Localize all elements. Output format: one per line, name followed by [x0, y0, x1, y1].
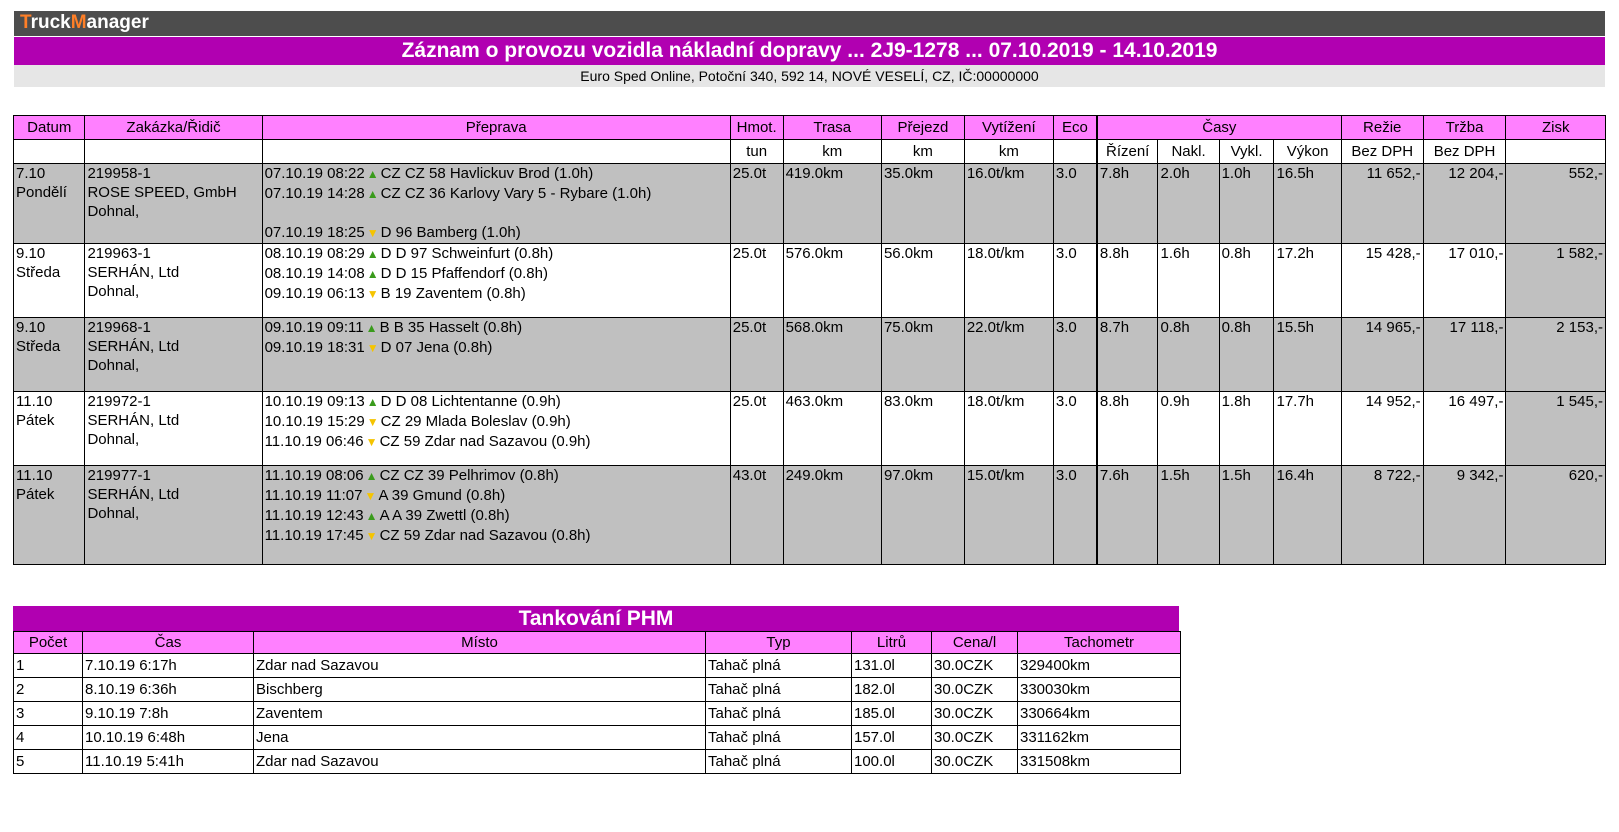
route-km-cell: 463.0km — [783, 392, 881, 466]
load-ratio-cell: 22.0t/km — [964, 318, 1053, 392]
row-date: 11.10 — [16, 467, 53, 484]
empty-run-cell: 75.0km — [881, 318, 964, 392]
fuel-odometer-cell: 329400km — [1018, 654, 1181, 678]
sub-trasa: km — [783, 140, 881, 164]
stop-line — [265, 412, 728, 432]
stop-line — [265, 164, 728, 184]
sub-hmot: tun — [730, 140, 783, 164]
stop-place: D D 15 Pfaffendorf (0.8h) — [380, 265, 548, 282]
transport-cell — [262, 466, 730, 565]
work-time-cell: 15.5h — [1274, 318, 1341, 392]
revenue-cell: 12 204,- — [1423, 164, 1506, 244]
driving-time-cell: 7.6h — [1097, 466, 1158, 565]
stop-time: 09.10.19 09:11 — [264, 319, 364, 336]
row-day: Pondělí — [16, 184, 67, 201]
date-cell — [14, 244, 85, 318]
stop-place: A A 39 Zwettl (0.8h) — [379, 507, 510, 524]
report-title-bar — [14, 37, 1605, 65]
loading-time-cell: 1.5h — [1158, 466, 1219, 565]
fuel-price-cell: 30.0CZK — [932, 702, 1018, 726]
loading-arrow-icon: ▲ — [366, 187, 379, 201]
stop-line — [265, 392, 728, 412]
loading-arrow-icon: ▲ — [365, 509, 378, 523]
stop-place: CZ CZ 36 Karlovy Vary 5 - Rybare (1.0h) — [380, 185, 652, 202]
empty-run-cell: 35.0km — [881, 164, 964, 244]
row-date: 9.10 — [16, 319, 46, 336]
row-client: SERHÁN, Ltd — [87, 264, 180, 281]
unloading-arrow-icon: ▼ — [364, 489, 377, 503]
row-driver: Dohnal, — [87, 431, 140, 448]
loading-arrow-icon: ▲ — [365, 321, 378, 335]
sub-rizeni: Řízení — [1097, 140, 1158, 164]
work-time-cell: 16.5h — [1274, 164, 1341, 244]
driving-time-cell: 8.7h — [1097, 318, 1158, 392]
profit-cell: 620,- — [1506, 466, 1606, 565]
work-time-cell: 16.4h — [1274, 466, 1341, 565]
table-row — [14, 466, 1606, 565]
row-order: 219972-1 — [87, 393, 151, 410]
sub-nakl: Nakl. — [1158, 140, 1219, 164]
stop-time: 11.10.19 08:06 — [264, 467, 364, 484]
stop-place: CZ CZ 58 Havlickuv Brod (1.0h) — [380, 165, 594, 182]
stop-line — [265, 204, 728, 223]
row-day: Středa — [16, 338, 61, 355]
load-ratio-cell: 16.0t/km — [964, 164, 1053, 244]
revenue-cell: 17 010,- — [1423, 244, 1506, 318]
stop-place: B B 35 Hasselt (0.8h) — [379, 319, 523, 336]
loading-time-cell: 1.6h — [1158, 244, 1219, 318]
fuel-count-cell: 3 — [14, 702, 83, 726]
fuel-col-header: Cena/l — [932, 632, 1018, 654]
stop-line — [265, 526, 728, 546]
fuel-time-cell: 8.10.19 6:36h — [83, 678, 254, 702]
unloading-arrow-icon: ▼ — [366, 341, 379, 355]
stop-place: CZ 29 Mlada Boleslav (0.9h) — [380, 413, 571, 430]
profit-cell: 2 153,- — [1506, 318, 1606, 392]
revenue-cell: 9 342,- — [1423, 466, 1506, 565]
stop-place: D D 08 Lichtentanne (0.9h) — [380, 393, 561, 410]
row-order: 219958-1 — [87, 165, 151, 182]
fuel-col-header: Tachometr — [1018, 632, 1181, 654]
fuel-title: Tankování PHM — [518, 607, 674, 630]
stop-place: D D 97 Schweinfurt (0.8h) — [380, 245, 554, 262]
col-trasa: Trasa — [783, 116, 881, 140]
order-cell — [85, 318, 262, 392]
profit-cell: 1 545,- — [1506, 392, 1606, 466]
fuel-liters-cell: 157.0l — [852, 726, 932, 750]
overhead-cell: 11 652,- — [1341, 164, 1423, 244]
stop-time: 11.10.19 06:46 — [264, 433, 364, 450]
fuel-liters-cell: 182.0l — [852, 678, 932, 702]
col-datum: Datum — [14, 116, 85, 140]
unloading-time-cell: 1.0h — [1219, 164, 1274, 244]
col-prejezd: Přejezd — [881, 116, 964, 140]
row-client: SERHÁN, Ltd — [87, 338, 180, 355]
unloading-time-cell: 0.8h — [1219, 318, 1274, 392]
fuel-liters-cell: 100.0l — [852, 750, 932, 774]
fuel-type-cell: Tahač plná — [706, 750, 852, 774]
fuel-place-cell: Zaventem — [254, 702, 706, 726]
row-day: Středa — [16, 264, 61, 281]
driving-time-cell: 8.8h — [1097, 392, 1158, 466]
fuel-price-cell: 30.0CZK — [932, 678, 1018, 702]
stop-place: CZ CZ 39 Pelhrimov (0.8h) — [379, 467, 559, 484]
weight-cell: 43.0t — [730, 466, 783, 565]
row-client: SERHÁN, Ltd — [87, 412, 180, 429]
load-ratio-cell: 18.0t/km — [964, 392, 1053, 466]
stop-line — [265, 466, 728, 486]
fuel-place-cell: Bischberg — [254, 678, 706, 702]
stop-time: 08.10.19 14:08 — [264, 265, 365, 282]
loading-arrow-icon: ▲ — [366, 167, 379, 181]
stop-time: 08.10.19 08:29 — [264, 245, 365, 262]
col-eco: Eco — [1053, 116, 1097, 140]
unloading-arrow-icon: ▼ — [366, 287, 379, 301]
row-order: 219977-1 — [87, 467, 151, 484]
weight-cell: 25.0t — [730, 392, 783, 466]
load-ratio-cell: 18.0t/km — [964, 244, 1053, 318]
fuel-count-cell: 4 — [14, 726, 83, 750]
company-info: Euro Sped Online, Potoční 340, 592 14, NOVÉ VESELÍ, CZ, IČ:00000000 — [14, 65, 1605, 87]
col-preprava: Přeprava — [262, 116, 730, 140]
fuel-liters-cell: 131.0l — [852, 654, 932, 678]
stop-time: 11.10.19 12:43 — [264, 507, 364, 524]
fuel-count-cell: 5 — [14, 750, 83, 774]
row-order: 219963-1 — [87, 245, 151, 262]
col-zakazka: Zakázka/Řidič — [85, 116, 262, 140]
loading-arrow-icon: ▲ — [366, 395, 379, 409]
loading-arrow-icon: ▲ — [365, 469, 378, 483]
stop-line — [265, 184, 728, 204]
report-title: Záznam o provozu vozidla nákladní dopravy ... 2J9-1278 ... 07.10.2019 - 14.10.2019 — [401, 39, 1218, 62]
table-row — [14, 392, 1606, 466]
weight-cell: 25.0t — [730, 244, 783, 318]
transport-cell — [262, 318, 730, 392]
brand-bar — [14, 11, 1605, 36]
overhead-cell: 14 952,- — [1341, 392, 1423, 466]
fuel-row — [14, 750, 1181, 774]
unloading-time-cell: 1.5h — [1219, 466, 1274, 565]
fuel-count-cell: 1 — [14, 654, 83, 678]
table-row — [14, 318, 1606, 392]
stop-place: A 39 Gmund (0.8h) — [378, 487, 506, 504]
table-header-row — [14, 116, 1606, 140]
work-time-cell: 17.7h — [1274, 392, 1341, 466]
fuel-col-header: Počet — [14, 632, 83, 654]
fuel-col-header: Litrů — [852, 632, 932, 654]
date-cell — [14, 392, 85, 466]
load-ratio-cell: 15.0t/km — [964, 466, 1053, 565]
stop-line — [265, 338, 728, 358]
fuel-type-cell: Tahač plná — [706, 654, 852, 678]
row-day: Pátek — [16, 486, 55, 503]
loading-arrow-icon: ▲ — [366, 247, 379, 261]
eco-cell: 3.0 — [1053, 392, 1097, 466]
stop-time: 07.10.19 14:28 — [264, 185, 365, 202]
route-km-cell: 249.0km — [783, 466, 881, 565]
fuel-time-cell: 11.10.19 5:41h — [83, 750, 254, 774]
table-subheader-row — [14, 140, 1606, 164]
stop-line — [265, 506, 728, 526]
stop-time: 07.10.19 08:22 — [264, 165, 365, 182]
fuel-count-cell: 2 — [14, 678, 83, 702]
sub-vytizeni: km — [964, 140, 1053, 164]
row-client: SERHÁN, Ltd — [87, 486, 180, 503]
fuel-row — [14, 726, 1181, 750]
transport-cell — [262, 392, 730, 466]
stop-line — [265, 244, 728, 264]
loading-time-cell: 0.9h — [1158, 392, 1219, 466]
row-driver: Dohnal, — [87, 357, 140, 374]
stop-place: D 96 Bamberg (1.0h) — [380, 224, 521, 241]
empty-run-cell: 83.0km — [881, 392, 964, 466]
unloading-arrow-icon: ▼ — [365, 529, 378, 543]
fuel-row — [14, 702, 1181, 726]
transport-cell — [262, 164, 730, 244]
overhead-cell: 15 428,- — [1341, 244, 1423, 318]
eco-cell: 3.0 — [1053, 318, 1097, 392]
fuel-place-cell: Zdar nad Sazavou — [254, 750, 706, 774]
unloading-time-cell: 0.8h — [1219, 244, 1274, 318]
date-cell — [14, 466, 85, 565]
eco-cell: 3.0 — [1053, 466, 1097, 565]
stop-line — [265, 318, 728, 338]
stop-line — [265, 486, 728, 506]
fuel-col-header: Čas — [83, 632, 254, 654]
loading-time-cell: 0.8h — [1158, 318, 1219, 392]
route-km-cell: 568.0km — [783, 318, 881, 392]
stop-line — [265, 223, 728, 243]
fuel-odometer-cell: 331508km — [1018, 750, 1181, 774]
fuel-row — [14, 678, 1181, 702]
fuel-table — [13, 631, 1181, 774]
row-driver: Dohnal, — [87, 283, 140, 300]
row-day: Pátek — [16, 412, 55, 429]
row-date: 7.10 — [16, 165, 46, 182]
fuel-type-cell: Tahač plná — [706, 726, 852, 750]
unloading-arrow-icon: ▼ — [366, 415, 379, 429]
stop-place: B 19 Zaventem (0.8h) — [380, 285, 526, 302]
table-row — [14, 244, 1606, 318]
stop-time: 09.10.19 18:31 — [264, 339, 365, 356]
fuel-col-header: Typ — [706, 632, 852, 654]
col-casy: Časy — [1097, 116, 1341, 140]
stop-time: 09.10.19 06:13 — [264, 285, 365, 302]
sub-prejezd: km — [881, 140, 964, 164]
fuel-liters-cell: 185.0l — [852, 702, 932, 726]
driving-time-cell: 7.8h — [1097, 164, 1158, 244]
stop-time: 10.10.19 15:29 — [264, 413, 365, 430]
fuel-odometer-cell: 330664km — [1018, 702, 1181, 726]
driving-time-cell: 8.8h — [1097, 244, 1158, 318]
eco-cell: 3.0 — [1053, 244, 1097, 318]
stop-line — [265, 284, 728, 304]
order-cell — [85, 244, 262, 318]
route-km-cell: 419.0km — [783, 164, 881, 244]
revenue-cell: 16 497,- — [1423, 392, 1506, 466]
fuel-col-header: Místo — [254, 632, 706, 654]
fuel-odometer-cell: 330030km — [1018, 678, 1181, 702]
sub-vykon: Výkon — [1274, 140, 1341, 164]
row-driver: Dohnal, — [87, 505, 140, 522]
stop-place: CZ 59 Zdar nad Sazavou (0.9h) — [379, 433, 591, 450]
col-rezie: Režie — [1341, 116, 1423, 140]
row-order: 219968-1 — [87, 319, 151, 336]
table-row — [14, 164, 1606, 244]
col-vytizeni: Vytížení — [964, 116, 1053, 140]
empty-run-cell: 97.0km — [881, 466, 964, 565]
weight-cell: 25.0t — [730, 164, 783, 244]
date-cell — [14, 164, 85, 244]
fuel-time-cell: 9.10.19 7:8h — [83, 702, 254, 726]
empty-run-cell: 56.0km — [881, 244, 964, 318]
unloading-arrow-icon: ▼ — [366, 226, 379, 240]
fuel-row — [14, 654, 1181, 678]
stop-time: 07.10.19 18:25 — [264, 224, 365, 241]
order-cell — [85, 466, 262, 565]
fuel-title-bar — [13, 606, 1179, 631]
app-logo: TruckManager — [20, 12, 149, 33]
stop-place: CZ 59 Zdar nad Sazavou (0.8h) — [379, 527, 591, 544]
loading-arrow-icon: ▲ — [366, 267, 379, 281]
transport-cell — [262, 244, 730, 318]
order-cell — [85, 392, 262, 466]
fuel-place-cell: Jena — [254, 726, 706, 750]
weight-cell: 25.0t — [730, 318, 783, 392]
fuel-type-cell: Tahač plná — [706, 678, 852, 702]
stop-line — [265, 264, 728, 284]
fuel-price-cell: 30.0CZK — [932, 726, 1018, 750]
trips-table — [13, 115, 1606, 565]
sub-vykl: Vykl. — [1219, 140, 1274, 164]
fuel-type-cell: Tahač plná — [706, 702, 852, 726]
stop-line — [265, 432, 728, 452]
row-date: 9.10 — [16, 245, 46, 262]
fuel-time-cell: 10.10.19 6:48h — [83, 726, 254, 750]
fuel-time-cell: 7.10.19 6:17h — [83, 654, 254, 678]
stop-time: 10.10.19 09:13 — [264, 393, 365, 410]
row-driver: Dohnal, — [87, 203, 140, 220]
sub-rezie: Bez DPH — [1341, 140, 1423, 164]
fuel-header-row — [14, 632, 1181, 654]
date-cell — [14, 318, 85, 392]
stop-time: 11.10.19 17:45 — [264, 527, 364, 544]
stop-place: D 07 Jena (0.8h) — [380, 339, 493, 356]
profit-cell: 1 582,- — [1506, 244, 1606, 318]
fuel-place-cell: Zdar nad Sazavou — [254, 654, 706, 678]
row-client: ROSE SPEED, GmbH — [87, 184, 237, 201]
overhead-cell: 8 722,- — [1341, 466, 1423, 565]
stop-time: 11.10.19 11:07 — [264, 487, 363, 504]
sub-trzba: Bez DPH — [1423, 140, 1506, 164]
col-trzba: Tržba — [1423, 116, 1506, 140]
fuel-price-cell: 30.0CZK — [932, 750, 1018, 774]
eco-cell: 3.0 — [1053, 164, 1097, 244]
loading-time-cell: 2.0h — [1158, 164, 1219, 244]
order-cell — [85, 164, 262, 244]
profit-cell: 552,- — [1506, 164, 1606, 244]
fuel-odometer-cell: 331162km — [1018, 726, 1181, 750]
unloading-time-cell: 1.8h — [1219, 392, 1274, 466]
fuel-price-cell: 30.0CZK — [932, 654, 1018, 678]
col-zisk: Zisk — [1506, 116, 1606, 140]
overhead-cell: 14 965,- — [1341, 318, 1423, 392]
revenue-cell: 17 118,- — [1423, 318, 1506, 392]
route-km-cell: 576.0km — [783, 244, 881, 318]
row-date: 11.10 — [16, 393, 53, 410]
col-hmot: Hmot. — [730, 116, 783, 140]
work-time-cell: 17.2h — [1274, 244, 1341, 318]
unloading-arrow-icon: ▼ — [365, 435, 378, 449]
